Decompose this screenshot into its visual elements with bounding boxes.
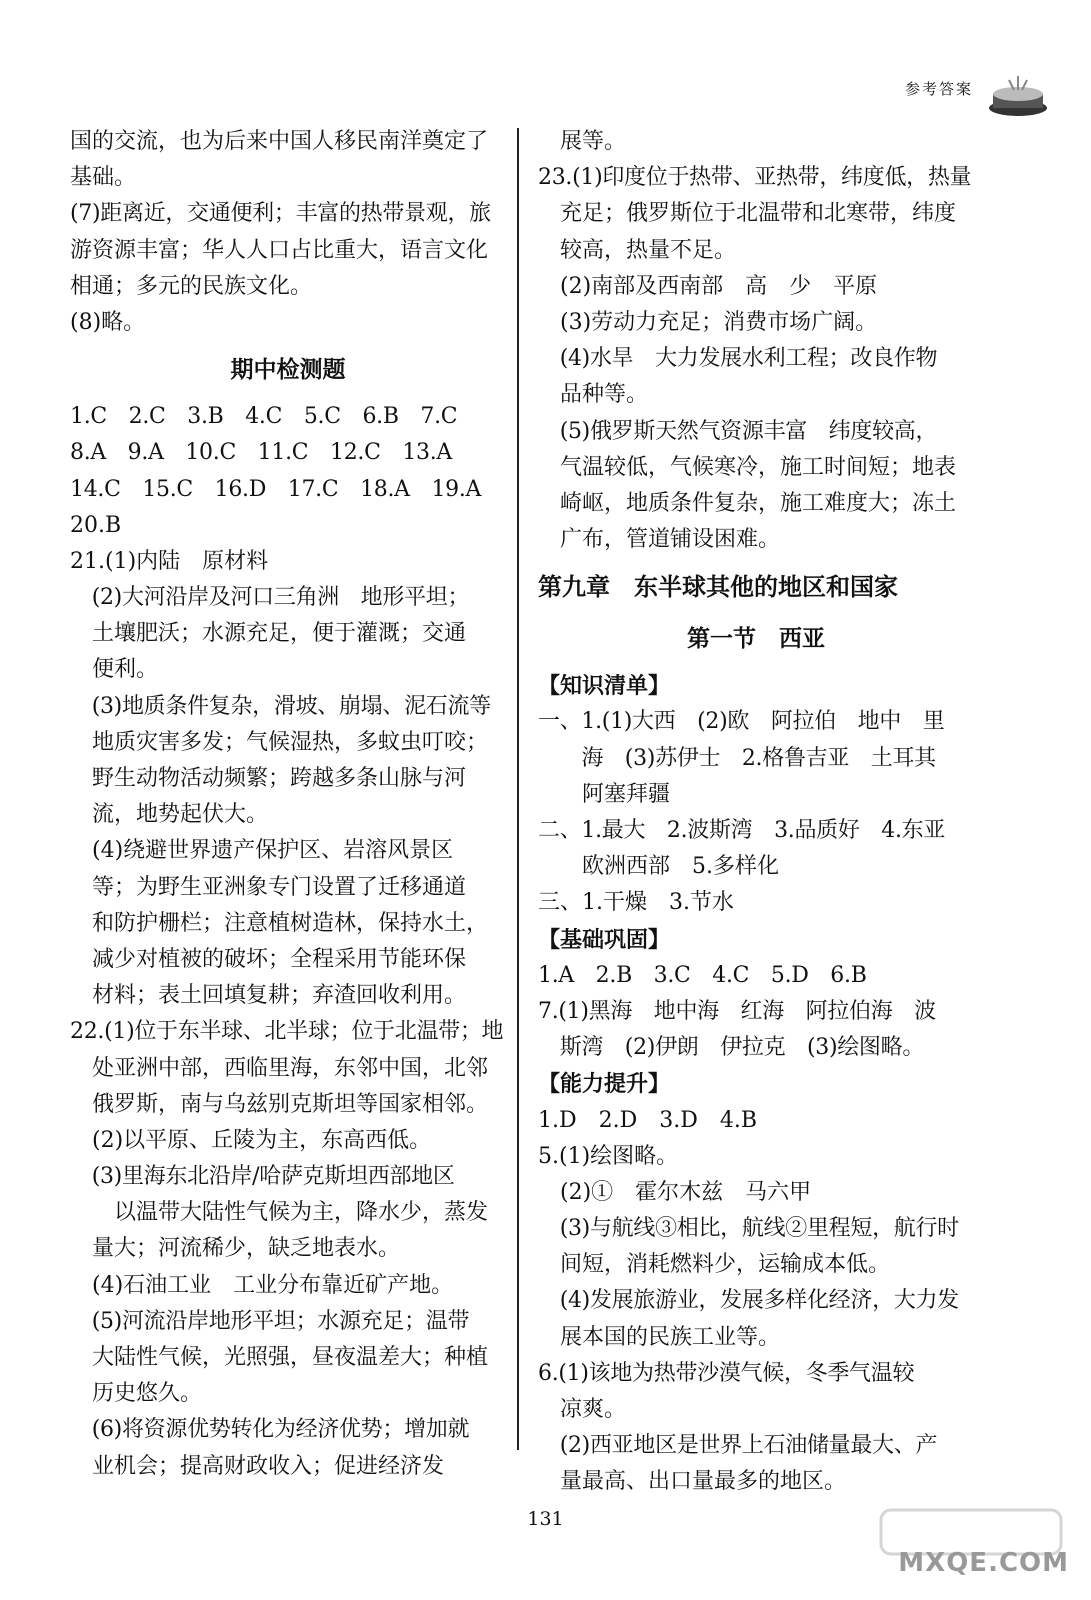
text-line: 俄罗斯，南与乌兹别克斯坦等国家相邻。	[70, 1091, 489, 1117]
text-line: 第九章 东半球其他的地区和国家	[538, 572, 898, 602]
text-line: 相通；多元的民族文化。	[70, 273, 313, 299]
text-line: 材料；表土回填复耕；弃渣回收利用。	[70, 983, 467, 1009]
text-line: 海 (3)苏伊士 2.格鲁吉亚 土耳其	[538, 745, 936, 771]
text-line: 凉爽。	[538, 1397, 627, 1422]
running-header: 参考答案	[904, 80, 973, 98]
text-line: 1.C 2.C 3.B 4.C 5.C 6.B 7.C	[70, 404, 458, 430]
text-line: 欧洲西部 5.多样化	[538, 854, 779, 880]
text-line: (5)俄罗斯天然气资源丰富 纬度较高，	[538, 418, 938, 444]
text-line: 地质灾害多发；气候湿热，多蚊虫叮咬；	[70, 729, 489, 755]
text-line: 游资源丰富；华人人口占比重大，语言文化	[70, 237, 489, 263]
text-line: 历史悠久。	[70, 1381, 203, 1407]
text-line: 7.(1)黑海 地中海 红海 阿拉伯海 波	[538, 998, 936, 1024]
right-column	[538, 124, 974, 1501]
text-line: 【能力提升】	[538, 1071, 671, 1098]
text-line: 业机会；提高财政收入；促进经济发	[70, 1453, 445, 1479]
text-line: 便利。	[70, 657, 159, 683]
text-line: 大陆性气候，光照强，昼夜温差大；种植	[70, 1345, 489, 1370]
text-line: 阿塞拜疆	[538, 781, 671, 807]
text-line: (2)南部及西南部 高 少 平原	[538, 273, 878, 299]
text-line: 气温较低，气候寒冷，施工时间短；地表	[538, 454, 957, 480]
text-line: (2)西亚地区是世界上石油储量最大、产	[538, 1433, 938, 1459]
text-line: 14.C 15.C 16.D 17.C 18.A 19.A	[70, 476, 482, 502]
text-line: 以温带大陆性气候为主，降水少，蒸发	[70, 1200, 489, 1226]
text-line: 斯湾 (2)伊朗 伊拉克 (3)绘图略。	[538, 1035, 925, 1061]
text-line: 三、1.干燥 3.节水	[538, 890, 734, 916]
text-line: (4)石油工业 工业分布靠近矿产地。	[70, 1272, 454, 1298]
text-line: (4)绕避世界遗产保护区、岩溶风景区	[70, 838, 454, 864]
text-line: 22.(1)位于东半球、北半球；位于北温带；地	[70, 1019, 504, 1045]
text-line: 21.(1)内陆 原材料	[70, 548, 269, 574]
left-column	[70, 124, 506, 1485]
text-line: 土壤肥沃；水源充足，便于灌溉；交通	[70, 621, 467, 647]
text-line: 6.(1)该地为热带沙漠气候，冬季气温较	[538, 1360, 915, 1386]
text-line: 展等。	[538, 129, 627, 154]
text-line: 国的交流，也为后来中国人移民南洋奠定了	[70, 129, 489, 154]
text-line: 20.B	[70, 512, 122, 538]
text-line: 23.(1)印度位于热带、亚热带，纬度低，热量	[538, 165, 972, 191]
text-line: 二、1.最大 2.波斯湾 3.品质好 4.东亚	[538, 818, 946, 843]
text-line: (2)以平原、丘陵为主，东高西低。	[70, 1127, 432, 1153]
text-line: (3)与航线③相比，航线②里程短，航行时	[538, 1216, 959, 1242]
text-line: 和防护栅栏；注意植树造林，保持水土，	[70, 910, 489, 936]
text-line: (2)① 霍尔木兹 马六甲	[538, 1179, 812, 1205]
text-line: (7)距离近，交通便利；丰富的热带景观，旅	[70, 201, 491, 227]
text-line: 1.D 2.D 3.D 4.B	[538, 1107, 758, 1133]
text-line: 野生动物活动频繁；跨越多条山脉与河	[70, 766, 467, 791]
text-line: 间短，消耗燃料少，运输成本低。	[538, 1252, 891, 1278]
text-line: 量最高、出口量最多的地区。	[538, 1469, 847, 1495]
text-line: 期中检测题	[230, 356, 346, 384]
text-line: 较高，热量不足。	[538, 237, 737, 263]
text-line: (5)河流沿岸地形平坦；水源充足；温带	[70, 1308, 470, 1334]
text-line: 展本国的民族工业等。	[538, 1324, 781, 1350]
text-line: (8)略。	[70, 309, 146, 335]
watermark-text: MXQE.COM	[898, 1548, 1069, 1578]
text-line: (3)里海东北沿岸/哈萨克斯坦西部地区	[70, 1164, 455, 1190]
text-line: (3)劳动力充足；消费市场广阔。	[538, 309, 878, 335]
text-line: (3)地质条件复杂，滑坡、崩塌、泥石流等	[70, 693, 491, 719]
text-line: 崎岖，地质条件复杂，施工难度大；冻土	[538, 490, 957, 516]
text-line: 基础。	[70, 165, 137, 191]
text-line: 第一节 西亚	[687, 625, 825, 653]
text-line: 处亚洲中部，西临里海，东邻中国，北邻	[70, 1055, 489, 1081]
text-line: 充足；俄罗斯位于北温带和北寒带，纬度	[538, 201, 957, 227]
text-line: 品种等。	[538, 382, 649, 408]
book-logo-icon	[987, 72, 1049, 118]
text-line: 【知识清单】	[538, 673, 671, 700]
text-line: 一、1.(1)大西 (2)欧 阿拉伯 地中 里	[538, 709, 945, 735]
text-line: (4)水旱 大力发展水利工程；改良作物	[538, 346, 938, 372]
text-line: 1.A 2.B 3.C 4.C 5.D 6.B	[538, 962, 867, 988]
text-line: 减少对植被的破坏；全程采用节能环保	[70, 946, 467, 972]
column-divider	[517, 128, 519, 1450]
text-line: 流，地势起伏大。	[70, 802, 269, 828]
text-line: (6)将资源优势转化为经济优势；增加就	[70, 1417, 470, 1443]
text-line: (2)大河沿岸及河口三角洲 地形平坦；	[70, 585, 470, 611]
text-line: 广布，管道铺设困难。	[538, 527, 781, 553]
text-line: 量大；河流稀少，缺乏地表水。	[70, 1236, 401, 1262]
page-number: 131	[527, 1508, 564, 1530]
text-line: 5.(1)绘图略。	[538, 1143, 679, 1169]
text-line: 等；为野生亚洲象专门设置了迁移通道	[70, 874, 467, 900]
text-line: 【基础巩固】	[538, 926, 671, 953]
text-line: 8.A 9.A 10.C 11.C 12.C 13.A	[70, 440, 452, 466]
text-line: (4)发展旅游业，发展多样化经济，大力发	[538, 1288, 959, 1314]
